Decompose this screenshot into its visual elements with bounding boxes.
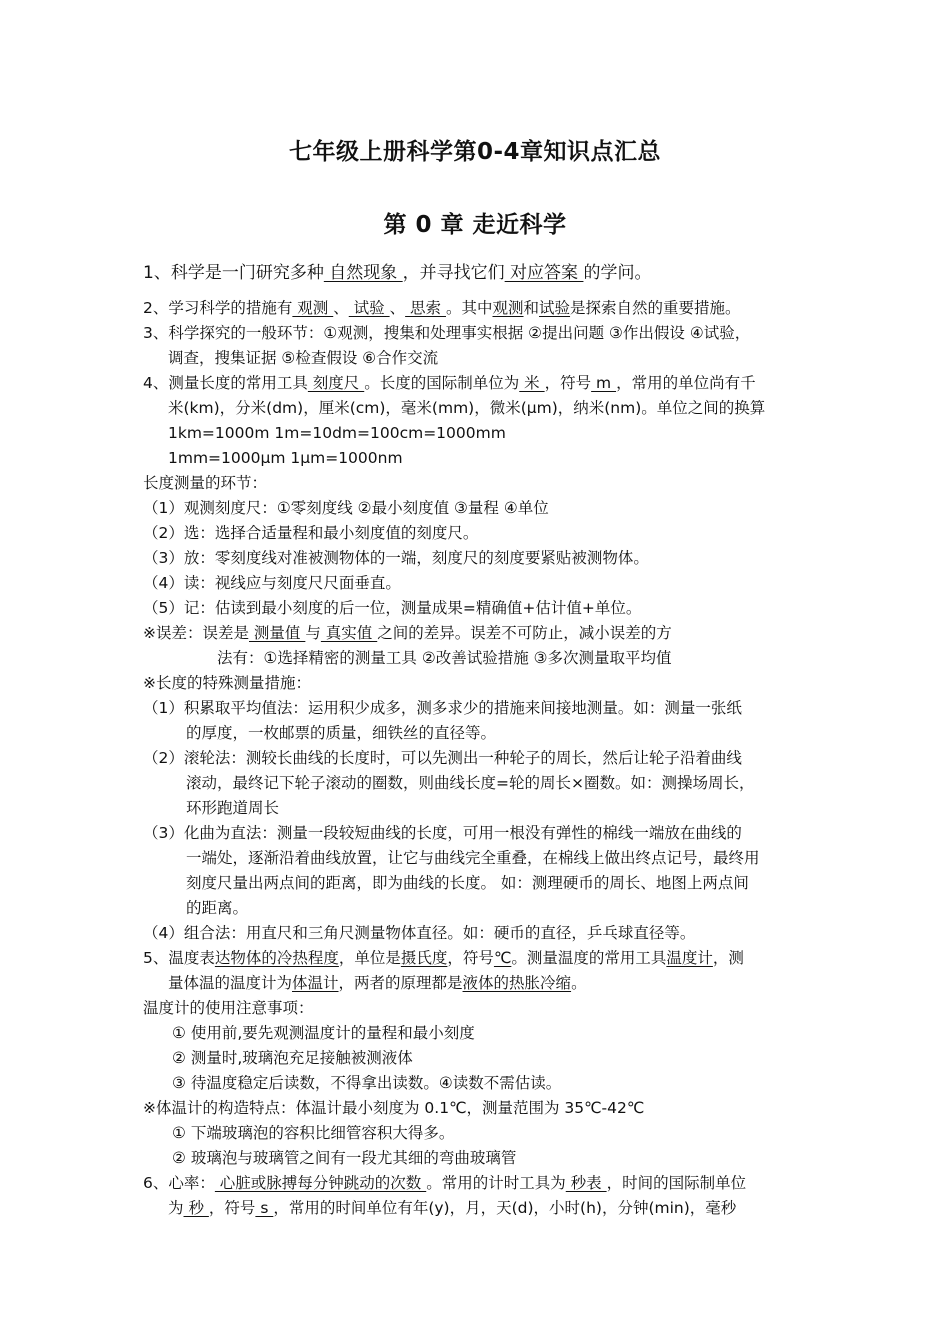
text-line [172,1023,475,1043]
text-segment: ① 下端玻璃泡的容积比细管容积大得多。 [172,1124,455,1142]
text-segment: 、 [389,299,406,317]
underlined-answer: ℃ [493,949,512,967]
text-segment: 温度计的使用注意事项： [143,999,314,1017]
text-segment: 。长度的国际制单位为 [364,374,520,392]
text-segment: 米(km)，分米(dm)，厘米(cm)，毫米(mm)，微米(μm)，纳米(nm)。单位之间的换算 [168,399,766,417]
text-segment: 的学问。 [583,263,652,283]
underlined-answer: 秒表 [565,1174,607,1192]
text-segment: 环形跑道周长 [186,799,280,817]
underlined-answer: 试验 [348,299,390,317]
text-line [143,548,649,568]
text-segment: 1km=1000m 1m=10dm=100cm=1000mm [168,424,506,442]
text-segment: 是探索自然的重要措施。 [570,299,741,317]
text-segment: ，并寻找它们 [402,263,505,283]
underlined-answer: 心脏或脉搏每分钟跳动的次数 [214,1174,427,1192]
text-segment: 。测量温度的常用工具 [511,949,667,967]
document-title: 七年级上册科学第0-4章知识点汇总 [288,139,662,165]
text-line [143,948,744,968]
text-segment: （2）选：选择合适量程和最小刻度值的刻度尺。 [143,524,479,542]
text-segment: 之间的差异。误差不可防止，减小误差的方 [377,624,672,642]
underlined-answer: 达物体的冷热程度 [214,949,339,967]
text-segment: ，常用的单位尚有千 [616,374,756,392]
text-segment: 。常用的计时工具为 [426,1174,566,1192]
text-segment: 法有：①选择精密的测量工具 ②改善试验措施 ③多次测量取平均值 [217,649,672,667]
text-segment: ② 测量时,玻璃泡充足接触被测液体 [172,1049,413,1067]
underlined-answer: 观测 [292,299,334,317]
text-segment: ，符号 [544,374,592,392]
text-segment: （3）放：零刻度线对准被测物体的一端，刻度尺的刻度要紧贴被测物体。 [143,549,649,567]
underlined-answer: 刻度尺 [307,374,365,392]
text-line [172,1123,454,1143]
text-segment: ，符号 [447,949,494,967]
text-segment: ※长度的特殊测量措施： [143,674,311,692]
text-segment: 一端处，逐渐沿着曲线放置，让它与曲线完全重叠，在棉线上做出终点记号，最终用 [186,849,760,867]
text-line [168,973,587,993]
text-segment: ② 玻璃泡与玻璃管之间有一段尤其细的弯曲玻璃管 [172,1149,517,1167]
text-line [186,898,248,918]
text-line [217,648,672,668]
underlined-answer: 温度计 [666,949,713,967]
underlined-answer: m [591,374,617,392]
text-line [143,1173,746,1193]
underlined-answer: s [255,1199,274,1217]
text-segment: ，两者的原理都是 [338,974,463,992]
text-line [143,998,314,1018]
text-line [168,348,438,368]
text-segment: 的距离。 [186,899,249,917]
text-line [143,523,478,543]
text-segment: 的厚度，一枚邮票的质量，细铁丝的直径等。 [186,724,497,742]
text-segment: 刻度尺量出两点间的距离，即为曲线的长度。 如：测理硬币的周长、地图上两点间 [186,874,749,892]
text-line [143,1098,644,1118]
text-segment: 。其中 [445,299,493,317]
underlined-answer: 秒 [183,1199,209,1217]
text-segment: 1mm=1000μm 1μm=1000nm [168,449,403,467]
text-segment: 量体温的温度计为 [168,974,293,992]
text-segment: （3）化曲为直法：测量一段较短曲线的长度，可用一根没有弹性的棉线一端放在曲线的 [143,824,742,842]
underlined-answer: 对应答案 [504,263,584,283]
text-segment: 3、科学探究的一般环节：①观测，搜集和处理事实根据 ②提出问题 ③作出假设 ④试验， [143,324,751,342]
text-line [143,298,741,318]
text-line [143,748,742,768]
text-segment: ，常用的时间单位有年(y)，月，天(d)，小时(h)，分钟(min)，毫秒 [273,1199,737,1217]
text-line [143,373,756,393]
text-segment: 6、心率： [143,1174,215,1192]
text-line [143,323,750,343]
underlined-answer: 体温计 [292,974,339,992]
text-segment: 。 [571,974,587,992]
underlined-answer: 观测 [492,299,524,317]
text-line [143,598,641,618]
text-segment: 2、学习科学的措施有 [143,299,293,317]
underlined-answer: 真实值 [320,624,378,642]
text-line [143,473,267,493]
text-segment: 长度测量的环节： [143,474,268,492]
text-line [172,1048,413,1068]
text-line [143,823,742,843]
text-line [168,398,765,418]
text-line [172,1073,561,1093]
text-line [172,1148,516,1168]
text-segment: 5、温度表 [143,949,215,967]
text-segment: 滚动，最终记下轮子滚动的圈数，则曲线长度=轮的周长×圈数。如：测操场周长， [186,774,755,792]
text-segment: ※误差：误差是 [143,624,249,642]
text-segment: （1）积累取平均值法：运用积少成多，测多求少的措施来间接地测量。如：测量一张纸 [143,699,742,717]
text-segment: 和 [523,299,540,317]
underlined-answer: 自然现象 [323,263,403,283]
underlined-answer: 摄氏度 [400,949,448,967]
text-segment: 与 [305,624,321,642]
text-line [143,498,549,518]
text-line [143,923,695,943]
text-segment: 1、科学是一门研究多种 [143,263,324,283]
text-line [168,448,403,468]
text-segment: 调查，搜集证据 ⑤检查假设 ⑥合作交流 [168,349,439,367]
text-line [186,873,749,893]
text-line [186,723,496,743]
text-segment: 为 [168,1199,184,1217]
underlined-answer: 试验 [539,299,571,317]
text-segment: ，时间的国际制单位 [606,1174,747,1192]
text-line [168,1198,736,1218]
chapter-title: 第 0 章 走近科学 [383,212,567,238]
text-segment: ① 使用前,要先观测温度计的量程和最小刻度 [172,1024,475,1042]
text-segment: 4、测量长度的常用工具 [143,374,308,392]
underlined-answer: 思索 [405,299,446,317]
text-segment: （1）观测刻度尺：①零刻度线 ②最小刻度值 ③量程 ④单位 [143,499,549,517]
text-segment: （5）记：估读到最小刻度的后一位，测量成果=精确值+估计值+单位。 [143,599,642,617]
underlined-answer: 测量值 [249,624,306,642]
text-segment: ，单位是 [338,949,401,967]
text-line [186,773,754,793]
underlined-answer: 液体的热胀冷缩 [462,974,572,992]
text-segment: ※体温计的构造特点：体温计最小刻度为 0.1℃，测量范围为 35℃-42℃ [143,1099,645,1117]
text-line [143,673,311,693]
text-line [143,623,672,643]
text-segment: 、 [333,299,349,317]
text-line [186,848,760,868]
text-segment: （4）组合法：用直尺和三角尺测量物体直径。如：硬币的直径，乒乓球直径等。 [143,924,696,942]
text-line [143,573,401,593]
text-line [168,423,506,443]
text-line [143,263,651,283]
text-segment: （2）滚轮法：测较长曲线的长度时，可以先测出一种轮子的周长，然后让轮子沿着曲线 [143,749,742,767]
text-segment: ，测 [712,949,744,967]
underlined-answer: 米 [519,374,545,392]
text-segment: ，符号 [208,1199,256,1217]
text-segment: ③ 待温度稳定后读数，不得拿出读数。④读数不需估读。 [172,1074,562,1092]
text-line [186,798,279,818]
text-segment: （4）读：视线应与刻度尺尺面垂直。 [143,574,401,592]
text-line [143,698,742,718]
